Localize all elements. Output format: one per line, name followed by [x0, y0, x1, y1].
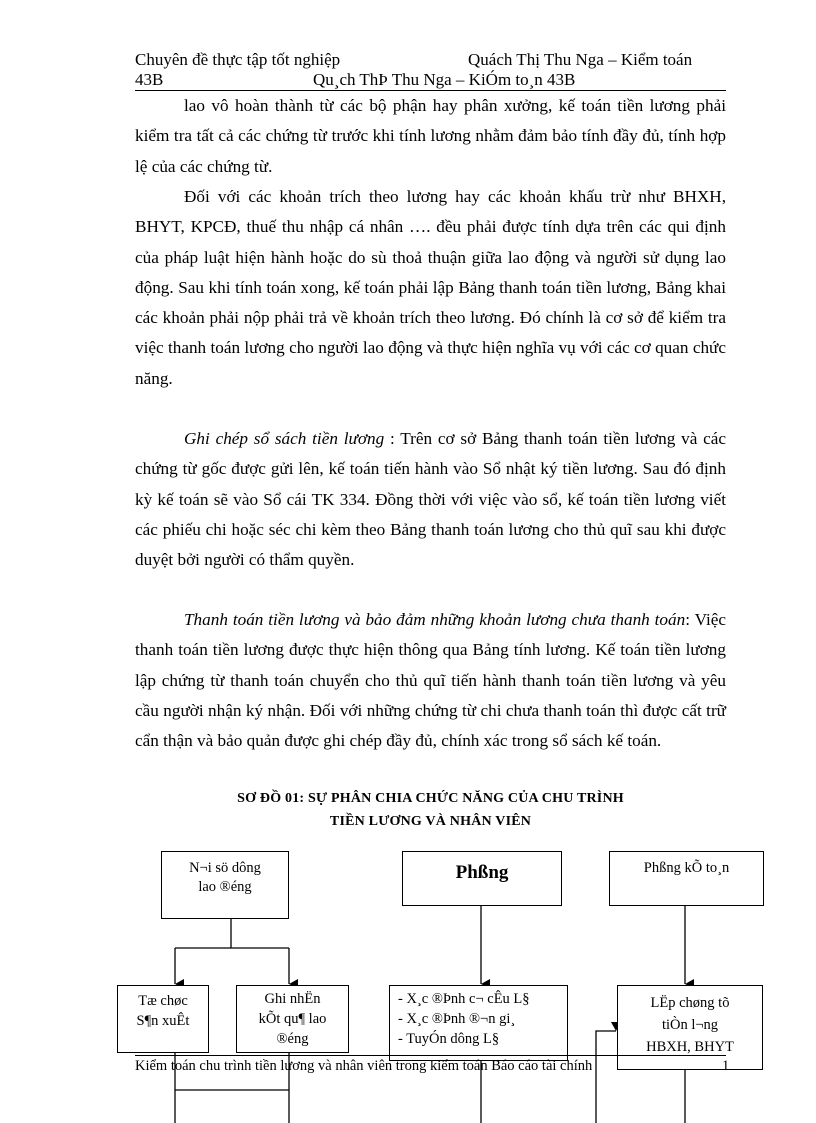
box-salary-structure — [389, 985, 568, 1061]
box-workplace-line2: lao ®éng — [198, 879, 252, 895]
box-record-line3: ®éng — [276, 1031, 309, 1047]
footer-rule — [135, 1055, 726, 1056]
box-vouchers-line1: LËp chøng tõ — [650, 995, 730, 1011]
box-organize-line1: Tæ chøc — [138, 993, 188, 1009]
box-accounting — [609, 851, 764, 906]
header-right-line1: Quách Thị Thu Nga – Kiểm toán — [468, 50, 693, 69]
box-record-results — [236, 985, 349, 1053]
paragraph-4-text: : Việc thanh toán tiền lương được thực hiện thông qua Bảng tính lương. Kế toán tiền lương lập chứng từ thanh toán chuyển cho thủ quĩ tiến hành thanh toán tiền lương và yêu cầu người nhận ký nhận. Đối với những chứng từ chi chưa thanh toán thì được cất trữ cẩn thận và bảo quản được ghi chép đầy đủ, chính xác trong sổ sách kế toán. — [135, 610, 726, 751]
box-accounting-label: Phßng kÕ to¸n — [643, 860, 730, 876]
box-workplace — [161, 851, 289, 919]
box-vouchers-line2: tiÒn l¬ng — [661, 1017, 719, 1033]
box-vouchers-line3: HBXH, BHYT — [646, 1039, 734, 1055]
box-department — [402, 851, 562, 906]
header-center-line2: Qu¸ch ThÞ Thu Nga – KiÓm to¸n 43B — [313, 70, 576, 89]
diagram-title-line1: SƠ ĐỒ 01: SỰ PHÂN CHIA CHỨC NĂNG CỦA CHU TRÌNH — [237, 791, 624, 806]
box-payroll-vouchers — [617, 985, 763, 1070]
diagram-title-line2: TIỀN LƯƠNG VÀ NHÂN VIÊN — [329, 814, 532, 829]
page-number: 1 — [722, 1058, 730, 1074]
box-organize-production — [117, 985, 209, 1053]
box-organize-line2: S¶n xuÊt — [136, 1013, 190, 1029]
box-salary-line1: - X¸c ®Þnh c¬ cÊu L§ — [398, 991, 530, 1007]
arrow-side-to-vouchers — [596, 1031, 616, 1123]
paragraph-2-text: Đối với các khoản trích theo lương hay các khoản khấu trừ như BHXH, BHYT, KPCĐ, thuế thu nhập cá nhân …. đều phải được tính dựa trên các qui định của pháp luật hiện hành hoặc do sù thoả thuận giữa lao động và người sử dụng lao động. Sau khi tính toán xong, kế toán phải lập Bảng thanh toán tiền lương, Bảng khai các khoản phải nộp phải trả về khoản trích theo lương. Đó chính là cơ sở để kiểm tra việc thanh toán lương cho người lao động và thực hiện nghĩa vụ với các cơ quan chức năng. — [135, 187, 726, 388]
footer-text: Kiểm toán chu trình tiền lương và nhân viên trong kiểm toán Báo cáo tài chính — [135, 1058, 593, 1074]
box-workplace-line1: N¬i sö dông — [189, 860, 261, 876]
paragraph-3-text: : Trên cơ sở Bảng thanh toán tiền lương và các chứng từ gốc được gửi lên, kế toán tiến hành vào Sổ nhật ký tiền lương. Sau đó định kỳ kế toán sẽ vào Sổ cái TK 334. Đồng thời với việc vào sổ, kế toán tiền lương viết các phiếu chi hoặc séc chi kèm theo Bảng thanh toán lương cho thủ quĩ sau khi được duyệt bởi người có thẩm quyền. — [135, 429, 726, 570]
paragraph-1-text: lao vô hoàn thành từ các bộ phận hay phân xưởng, kế toán tiền lương phải kiểm tra tất cả các chứng từ trước khi tính lương nhằm đảm bảo tính đầy đủ, tính hợp lệ của các chứng từ. — [135, 96, 726, 176]
box-department-label: Phßng — [455, 862, 509, 883]
header-left-line2: 43B — [135, 70, 164, 89]
box-record-line2: kÕt qu¶ lao — [258, 1011, 327, 1027]
header-left-line1: Chuyên đề thực tập tốt nghiệp — [135, 50, 341, 69]
box-record-line1: Ghi nhËn — [264, 991, 321, 1007]
box-salary-line2: - X¸c ®Þnh ®¬n gi¸ — [398, 1011, 516, 1027]
paragraph-3-heading: Ghi chép sổ sách tiền lương — [184, 429, 385, 448]
paragraph-4-heading: Thanh toán tiền lương và bảo đảm những khoản lương chưa thanh toán — [184, 610, 686, 629]
box-salary-line3: - TuyÓn dông L§ — [398, 1031, 500, 1047]
